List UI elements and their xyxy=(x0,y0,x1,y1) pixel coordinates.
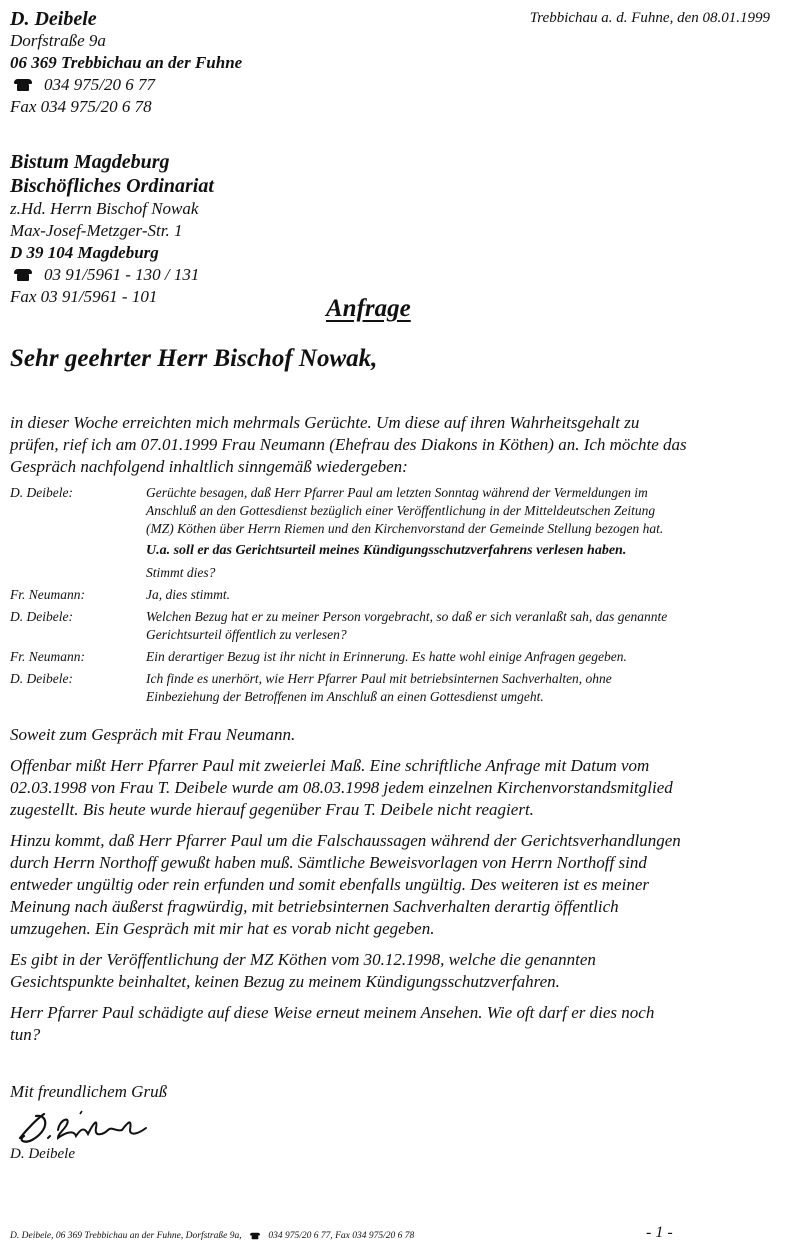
recipient-org: Bistum Magdeburg xyxy=(10,151,170,173)
intro-paragraph xyxy=(10,412,790,478)
dialog-row xyxy=(10,586,790,604)
dialog-speaker: D. Deibele: xyxy=(10,485,73,500)
dialog-line: Gerüchte besagen, daß Herr Pfarrer Paul am letzten Sonntag während der Vermeldungen im xyxy=(146,485,648,500)
dialog-speaker: Fr. Neumann: xyxy=(10,649,85,664)
body-paragraph xyxy=(10,755,790,821)
dialog-text xyxy=(146,670,790,706)
body-line: 02.03.1998 von Frau T. Deibele wurde am 08.03.1998 jedem einzelnen Kirchenvorstandsmitglied xyxy=(10,778,673,797)
body-paragraph xyxy=(10,1002,790,1046)
body-line: Soweit zum Gespräch mit Frau Neumann. xyxy=(10,725,296,744)
body-line: umzugehen. Ein Gespräch mit mir hat es vorab nicht gegeben. xyxy=(10,919,435,938)
body-line: Meinung nach äußerst fragwürdig, mit betriebsinternen Sachverhalten derartig öffentlich xyxy=(10,897,619,916)
body-line: Herr Pfarrer Paul schädigte auf diese Weise erneut meinem Ansehen. Wie oft darf er dies noch xyxy=(10,1003,655,1022)
signer-name: D. Deibele xyxy=(10,1146,75,1162)
body-line: Gesichtspunkte beinhaltet, keinen Bezug zu meinem Kündigungsschutzverfahren. xyxy=(10,972,560,991)
body-line: zugestellt. Bis heute wurde hierauf gegenüber Frau T. Deibele nicht reagiert. xyxy=(10,800,534,819)
dialog-line: Welchen Bezug hat er zu meiner Person vorgebracht, so daß er sich veranlaßt sah, das genannte xyxy=(146,609,668,624)
recipient-address xyxy=(10,150,214,308)
body-paragraph xyxy=(10,949,790,993)
body-line: durch Herrn Northoff gewußt haben muß. Sämtliche Beweisvorlagen von Herrn Northoff sind xyxy=(10,853,647,872)
dialog-speaker: D. Deibele: xyxy=(10,671,73,686)
dialog-line: Ein derartiger Bezug ist ihr nicht in Erinnerung. Es hatte wohl einige Anfragen gegeben. xyxy=(146,649,627,664)
dialog-speaker: D. Deibele: xyxy=(10,609,73,624)
body-line: tun? xyxy=(10,1025,41,1044)
dialog-row xyxy=(10,608,790,644)
page-number: - 1 - xyxy=(646,1224,673,1241)
recipient-department: Bischöfliches Ordinariat xyxy=(10,175,214,197)
telephone-icon xyxy=(250,1233,260,1240)
telephone-icon xyxy=(14,269,32,281)
dialog-row xyxy=(10,484,790,582)
body-line: Hinzu kommt, daß Herr Pfarrer Paul um die Falschaussagen während der Gerichtsverhandlungen xyxy=(10,831,681,850)
body-paragraph xyxy=(10,724,790,746)
salutation: Sehr geehrter Herr Bischof Nowak, xyxy=(10,345,378,372)
dialog-speaker: Fr. Neumann: xyxy=(10,587,85,602)
handwritten-signature xyxy=(14,1108,164,1148)
dialog-text xyxy=(146,586,790,604)
dialog-row xyxy=(10,670,790,706)
intro-line: Gespräch nachfolgend inhaltlich sinngemäß wiedergeben: xyxy=(10,457,408,476)
dialog-text xyxy=(146,648,790,666)
dialog-line: Ja, dies stimmt. xyxy=(146,587,230,602)
sender-address xyxy=(10,8,242,118)
intro-line: prüfen, rief ich am 07.01.1999 Frau Neumann (Ehefrau des Diakons in Köthen) an. Ich möchte das xyxy=(10,435,687,454)
sender-phone: 034 975/20 6 77 xyxy=(44,75,155,94)
recipient-phone-row xyxy=(10,264,214,286)
footer-address: D. Deibele, 06 369 Trebbichau an der Fuhne, Dorfstraße 9a, xyxy=(10,1231,242,1242)
body-line: entweder ungültig oder rein erfunden und somit ebenfalls ungültig. Des weiteren ist es meiner xyxy=(10,875,649,894)
sender-fax: Fax 034 975/20 6 78 xyxy=(10,97,152,116)
dialog-line: Anschluß an den Gottesdienst bezüglich einer Veröffentlichung in der Mitteldeutschen Zeitung xyxy=(146,503,656,518)
dialog-line-bold: U.a. soll er das Gerichtsurteil meines Kündigungsschutzverfahrens verlesen haben. xyxy=(146,543,627,558)
sender-street: Dorfstraße 9a xyxy=(10,31,106,50)
subject-heading: Anfrage xyxy=(326,295,411,322)
recipient-city: D 39 104 Magdeburg xyxy=(10,243,159,262)
intro-line: in dieser Woche erreichten mich mehrmals Gerüchte. Um diese auf ihren Wahrheitsgehalt zu xyxy=(10,413,640,432)
dateline: Trebbichau a. d. Fuhne, den 08.01.1999 xyxy=(529,10,770,26)
sender-city: 06 369 Trebbichau an der Fuhne xyxy=(10,53,243,72)
dialog-line: Ich finde es unerhört, wie Herr Pfarrer Paul mit betriebsinternen Sachverhalten, ohne xyxy=(146,671,612,686)
footer-phone: 034 975/20 6 77, Fax 034 975/20 6 78 xyxy=(268,1231,415,1242)
recipient-street: Max-Josef-Metzger-Str. 1 xyxy=(10,221,183,240)
dialog-row xyxy=(10,648,790,666)
dialog-line: (MZ) Köthen über Herrn Riemen und den Kirchenvorstand der Gemeinde Stellung bezogen hat. xyxy=(146,521,664,536)
dialog-transcript xyxy=(10,484,790,710)
dialog-line: Stimmt dies? xyxy=(146,565,216,580)
dialog-text xyxy=(146,484,790,582)
sender-phone-row xyxy=(10,74,242,96)
dialog-text xyxy=(146,608,790,644)
recipient-attention: z.Hd. Herrn Bischof Nowak xyxy=(10,199,199,218)
closing-phrase: Mit freundlichem Gruß xyxy=(10,1082,168,1101)
dialog-line: Einbeziehung der Betroffenen im Anschluß an einen Gottesdienst umgeht. xyxy=(146,689,544,704)
telephone-icon xyxy=(14,79,32,91)
page-footer xyxy=(10,1230,414,1242)
body-paragraph xyxy=(10,830,790,940)
body-line: Offenbar mißt Herr Pfarrer Paul mit zweierlei Maß. Eine schriftliche Anfrage mit Datum vom xyxy=(10,756,650,775)
letter-body xyxy=(10,724,790,1055)
body-line: Es gibt in der Veröffentlichung der MZ Köthen vom 30.12.1998, welche die genannten xyxy=(10,950,596,969)
dialog-line: Gerichtsurteil öffentlich zu verlesen? xyxy=(146,627,347,642)
recipient-fax: Fax 03 91/5961 - 101 xyxy=(10,287,158,306)
sender-name: D. Deibele xyxy=(10,8,97,30)
recipient-phone: 03 91/5961 - 130 / 131 xyxy=(44,265,200,284)
